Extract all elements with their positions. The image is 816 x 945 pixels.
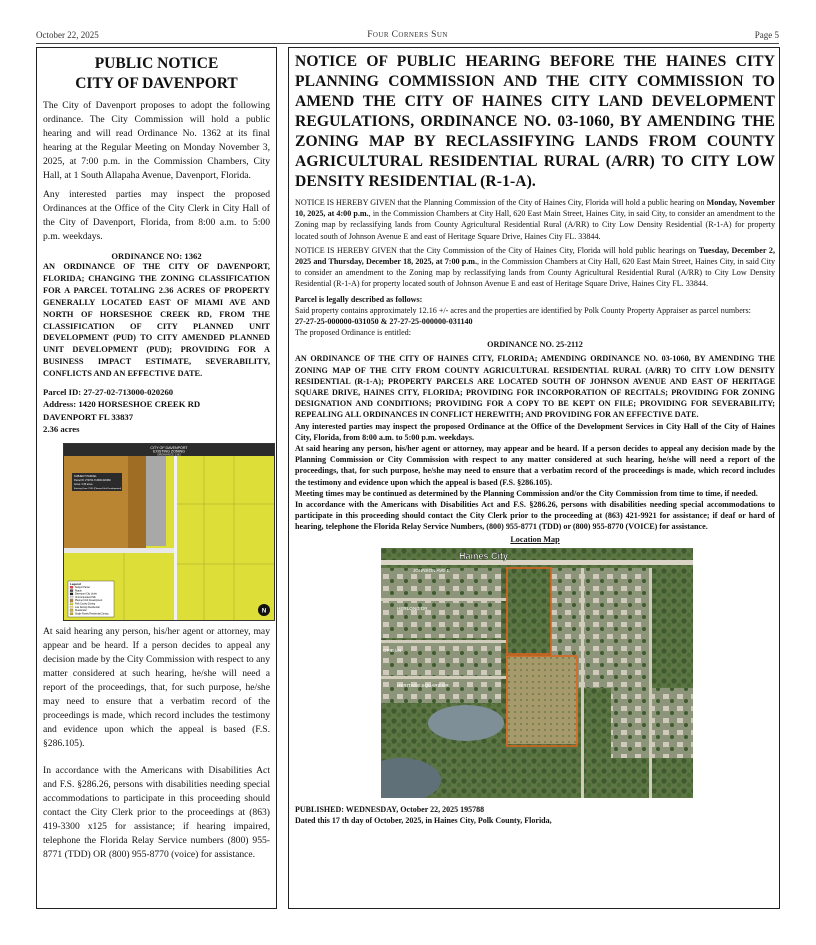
parcel-heading: Parcel is legally described as follows: (295, 294, 423, 304)
p1-text: NOTICE IS HEREBY GIVEN that the Planning Commission of the City of Haines City, Florida will hold a public hearing on (295, 198, 707, 207)
hearing-paragraph: At said hearing any person, his/her agent or attorney, may appear and be heard. If a person decides to appeal any decision made by the Planning Commission or City Commission with respect to any matter considered at such hearing, he/she will need a report of the proceedings, that, for such purpose, he/she may need to ensure that a verbatim record of the proceedings is made, which record includes the testimony and evidence upon which the appeal is based (F.S. §286.105). (295, 444, 775, 487)
publication-info (295, 804, 775, 826)
map-info-3: Acres: 2.36 acres (74, 482, 93, 486)
ordinance-text: AN ORDINANCE OF THE CITY OF DAVENPORT, FLORIDA; CHANGING THE ZONING CLASSIFICATION FOR A PARCEL TOTALING 2.36 ACRES OF PROPERTY GENERALLY LOCATED EAST OF MIAMI AVE AND NORTH OF HORSESHOE CREEK RD, FROM THE CLASSIFICATION OF CITY PLANNED UNIT DEVELOPMENT (PUD) TO CITY AMENDED PLANNED UNIT DEVELOPMENT (PUD); PROVIDING FOR A BUSINESS IMPACT ESTIMATE, SEVERABILITY, CONFLICTS AND AN EFFECTIVE DATE. (43, 262, 270, 379)
parcel-numbers: 27-27-25-000000-031050 & 27-27-25-000000-031140 (295, 317, 473, 327)
davenport-notice (36, 47, 277, 909)
hearing-paragraph: At said hearing any person, his/her agent or attorney, may appear and be heard. If a person decides to appeal any decision made by the City Commission with respect to any matter considered at such hearing, he/she will need a report of the proceedings, that, for such purpose, he/she may need to ensure that a verbatim record of the proceedings is made, which record includes the testimony and evidence upon which the appeal is based (F.S. §286.105). (43, 625, 270, 749)
legend-item: Davenport City Limits (75, 593, 97, 596)
map-street-3: OPIE LN (383, 647, 402, 653)
legend-item: Single Family Residential Zoning (75, 613, 109, 616)
inspect-paragraph: Any interested parties may inspect the proposed Ordinance at the Office of the Development Services in City Hall of the City of Haines City, Florida, from 8:00 a.m. to 5:00 p.m. weekdays. (295, 421, 775, 442)
notice-title-1: PUBLIC NOTICE (94, 55, 219, 72)
ada-paragraph: In accordance with the Americans with Disabilities Act and F.S. §286.26, persons with disabilities needing special accommodations to participate in this proceeding should contact the City Clerk prior to the proceedings at (863) 419-3300 x125 for assistance; if hearing impaired, telephone the Florida Relay Service numbers (800) 955-8771 (TDD) OR (800) 955-8770 (voice) for assistance. (43, 764, 270, 860)
zoning-map (63, 443, 275, 621)
map-street-4: HERITAGE SQUARE DR (397, 682, 449, 688)
legend-item: Roads (75, 589, 82, 592)
published-line: PUBLISHED: WEDNESDAY, October 22, 2025 195788 (295, 804, 485, 814)
map-city-label: Haines City (459, 550, 509, 561)
legend-item: Subject Parcel (75, 586, 90, 589)
location-map-graphic (381, 548, 693, 798)
map-info-4: Existing Zone: PUD (Planned Unit Development) (74, 487, 122, 490)
location-map (381, 548, 693, 798)
haines-city-notice (288, 47, 780, 909)
p1-rest: , in the Commission Chambers at City Hall, 620 East Main Street, Haines City, in said City, to consider an amendment to the Zoning map by reclassifying lands from County Agricultural Residential Rural (A/RR) to City Low Density Residential (R-1-A) for property located south of Johnson Avenue E and east of Heritage Square Drive, Haines City FL. 33844. (295, 209, 775, 241)
legend-swatch (70, 602, 73, 604)
legend-swatch (70, 609, 73, 611)
map-legend-title: Legend (70, 581, 81, 586)
legend-swatch (70, 606, 73, 608)
map-info-2: Parcel ID: 272702-713000-020260 (74, 478, 111, 482)
commission-hearing-paragraph (295, 245, 775, 290)
notice-title-2: CITY OF DAVENPORT (75, 75, 238, 92)
ordinance-number: ORDINANCE NO: 1362 (111, 251, 202, 261)
parcel-info (43, 386, 270, 436)
legend-swatch (70, 596, 73, 598)
ada-paragraph: In accordance with the Americans with Disabilities Act and F.S. §286.26, persons with disabilities needing special accommodations to participate in this proceeding should contact the City Clerk prior to the proceeding at (863) 421-9921 for assistance; if deaf or hard of hearing, telephone the Florida Relay Service Numbers, (800) 955-8771 (TDD) or (800) 955-8770 (VOICE) for assistance. (295, 500, 775, 532)
location-map-label: Location Map (510, 534, 560, 544)
map-street-2: HERLONG DR (397, 605, 428, 611)
p1-date: Monday, November 10, 2025, at 4:00 p.m. (295, 198, 776, 219)
parcel-id: Parcel ID: 27-27-02-713000-020260 (43, 387, 174, 398)
newspaper-name: Four Corners Sun (367, 30, 448, 40)
map-header-2: EXISTING ZONING (153, 449, 185, 454)
page-number: Page 5 (754, 30, 779, 40)
ordinance-text: AN ORDINANCE OF THE CITY OF HAINES CITY, FLORIDA; AMENDING ORDINANCE NO. 03-1060, BY AMENDING THE ZONING MAP OF THE CITY FROM COUNTY AGRICULTURAL RESIDENTIAL RURAL (A/RR) TO CITY LOW DENSITY RESIDENTIAL (R-1-A); PROPERTY PARCELS ARE LOCATED SOUTH OF JOHNSON AVENUE AND EAST OF HERITAGE SQUARE DRIVE, HAINES CITY, FLORIDA; PROVIDING FOR INCORPORATION OF RECITALS; PROVIDING FOR ZONING DESIGNATION AND CONDITIONS; PROVIDING FOR A COPY TO BE KEPT ON FILE; PROVIDING FOR SEVERABILITY; REPEALING ALL ORDINANCES IN CONFLICT HEREWITH; AND PROVIDING FOR AN EFFECTIVE DATE. (295, 354, 775, 420)
notice-headline: NOTICE OF PUBLIC HEARING BEFORE THE HAINES CITY PLANNING COMMISSION AND THE CITY COMMISSION TO AMEND THE CITY OF HAINES CITY LAND DEVELOPMENT REGULATIONS, ORDINANCE NO. 03-1060, BY AMENDING THE ZONING MAP BY RECLASSIFYING LANDS FROM COUNTY AGRICULTURAL RESIDENTIAL RURAL (A/RR) TO CITY LOW DENSITY RESIDENTIAL (R-1-A). (295, 53, 775, 190)
legend-swatch (70, 586, 73, 588)
planning-hearing-paragraph (295, 197, 775, 242)
legend-item: Unincorporated Polk (75, 596, 96, 599)
header-rule (36, 43, 779, 44)
legend-swatch (70, 589, 73, 591)
notice-paragraph: The City of Davenport proposes to adopt the following ordinance. The City Commission will hold a public hearing and will read Ordinance No. 1362 at its final hearing at the Regular Meeting on Monday November 3, 2025, at 7:00 p.m. in the Commission Chambers, City Hall, at 1 South Allapaha Avenue, Davenport, Florida. (43, 100, 270, 181)
map-info-1: SUBJECT PARCEL (74, 474, 97, 478)
legend-item: Low Density Residential (75, 606, 100, 609)
inspect-paragraph: Any interested parties may inspect the proposed Ordinances at the Office of the City Clerk in City Hall of the City of Davenport, Florida, from 8:00 a.m. to 5:00 p.m. weekdays. (43, 189, 270, 242)
legend-swatch (70, 612, 73, 614)
north-arrow-icon: N (261, 608, 267, 615)
map-street-1: JOHNSON AVE E (413, 567, 450, 573)
map-header-1: CITY OF DAVENPORT (150, 445, 188, 450)
parcel-city: DAVENPORT FL 33837 (43, 411, 134, 422)
legend-swatch (70, 592, 73, 594)
ordinance-number: ORDINANCE NO. 25-2112 (487, 340, 583, 350)
page-header (36, 30, 779, 44)
legend-swatch (70, 599, 73, 601)
map-header-3: ORDINANCE 1362 (157, 452, 181, 457)
legend-item: Planned Unit Development (75, 599, 103, 602)
p2-rest: , in the Commission Chambers at City Hall, 620 East Main Street, Haines City, in said City to consider an amendment to the Zoning map by reclassifying lands from County Agricultural Residential Rural (A/RR) to City Low Density Residential (R-1-A) for property located south of Johnson Avenue E and east of Heritage Square Drive, Haines City FL. 33844. (295, 257, 775, 289)
parcel-address: Address: 1420 HORSESHOE CREEK RD (43, 399, 201, 410)
zoning-map-graphic (64, 444, 274, 620)
parcel-acres: 2.36 acres (43, 424, 80, 435)
continued-paragraph: Meeting times may be continued as determined by the Planning Commission and/or the City Commission from time to time, if needed. (295, 488, 758, 498)
p2-date: Tuesday, December 2, 2025 and Thursday, December 18, 2025, at 7:00 p.m. (295, 245, 775, 267)
parcel-description: Said property contains approximately 12.16 +/- acres and the properties are identified by Polk County Property Appraiser as parcel numbers: (295, 305, 751, 315)
legend-item: Polk County Zoning (75, 603, 96, 606)
ordinance-entitled: The proposed Ordinance is entitled: (295, 328, 411, 338)
dated-line: Dated this 17 th day of October, 2025, in Haines City, Polk County, Florida, (295, 815, 552, 825)
issue-date: October 22, 2025 (36, 30, 99, 40)
p2-text: NOTICE IS HEREBY GIVEN that the City Commission of the City of Haines City, Florida will hold public hearings on (295, 245, 699, 255)
legend-item: Residential (75, 609, 87, 612)
